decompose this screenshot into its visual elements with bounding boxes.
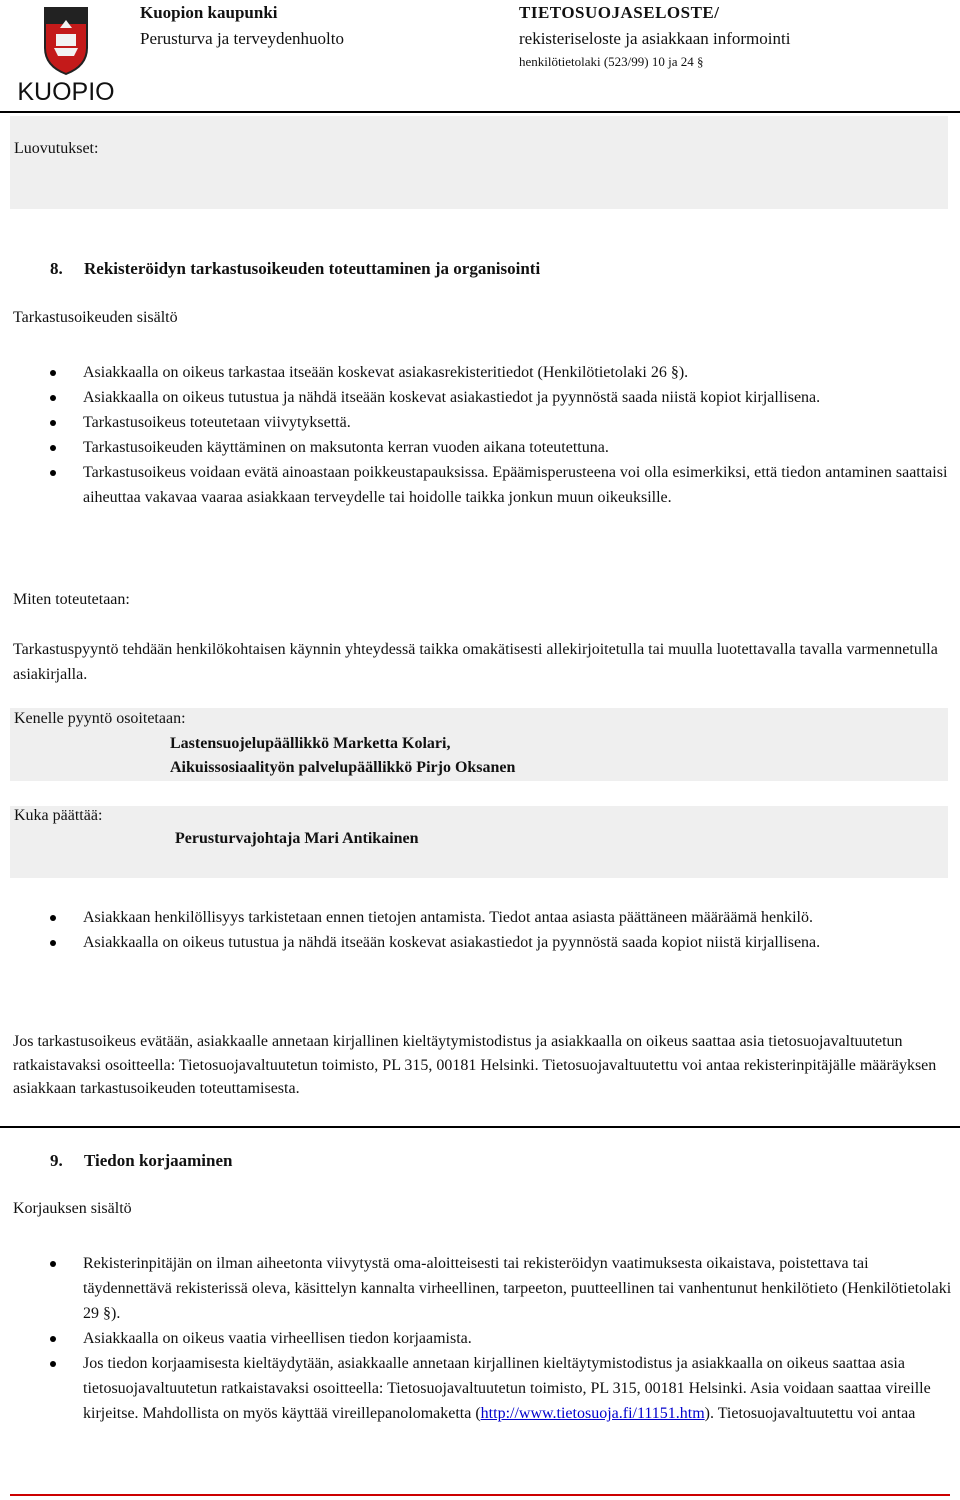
list-item: Asiakkaalla on oikeus tutustua ja nähdä itseään koskevat asiakastiedot ja pyynnöstä saada niistä kopiot kirjallisena. bbox=[10, 385, 955, 410]
list-item-text: Jos tiedon korjaamisesta kieltäydytään, asiakkaalle annetaan kirjallinen kieltäytymistodistus ja asiakkaalla on oikeus saattaa asia tietosuojavaltuutetun ratkaistavaksi osoitteella: Tietosuojavaltuutetun toimisto, PL 315, 00181 Helsinki. Asia voidaan saattaa vireille kirjeitse. Mahdollista on myös käyttää vireillepanolomaketta ( bbox=[83, 1355, 931, 1422]
list-item: Tarkastusoikeus voidaan evätä ainoastaan poikkeustapauksissa. Epäämisperusteena voi olla esimerkiksi, että tiedon antaminen saattaisi aiheuttaa vakavaa vaaraa asiakkaan terveydelle tai hoidolle taikka jonkun muun oikeuksille. bbox=[10, 460, 955, 510]
section-9-number: 9. bbox=[50, 1151, 63, 1170]
section-8-number: 8. bbox=[50, 259, 63, 278]
list-item bbox=[10, 1351, 955, 1426]
luovutukset-label: Luovutukset: bbox=[14, 140, 99, 157]
section-8-heading bbox=[50, 259, 540, 279]
org-name: Kuopion kaupunki bbox=[140, 3, 278, 22]
kenelle-name-1: Lastensuojelupäällikkö Marketta Kolari, bbox=[170, 735, 451, 752]
list-item: Tarkastusoikeus toteutetaan viivytyksettä. bbox=[10, 410, 955, 435]
luovutukset-box bbox=[10, 116, 948, 209]
miten-text: Tarkastuspyyntö tehdään henkilökohtaisen käynnin yhteydessä taikka omakätisesti allekirjoitetulla tai muulla luotettavalla tavalla varmennetulla asiakirjalla. bbox=[13, 641, 938, 683]
section-9-subtitle: Korjauksen sisältö bbox=[13, 1200, 132, 1217]
list-item-text: ). Tietosuojavaltuutettu voi antaa bbox=[704, 1405, 916, 1422]
kuka-box bbox=[10, 806, 948, 878]
header-divider bbox=[0, 111, 960, 113]
section-9-title: Tiedon korjaaminen bbox=[84, 1151, 233, 1170]
miten-label: Miten toteutetaan: bbox=[13, 591, 130, 608]
list-item: Tarkastusoikeuden käyttäminen on maksutonta kerran vuoden aikana toteutettuna. bbox=[10, 435, 955, 460]
section-divider bbox=[0, 1126, 960, 1128]
kenelle-name-2: Aikuissosiaalityön palvelupäällikkö Pirjo Oksanen bbox=[170, 759, 516, 776]
kuka-label: Kuka päättää: bbox=[14, 807, 103, 824]
kenelle-label: Kenelle pyyntö osoitetaan: bbox=[14, 710, 186, 727]
section-8-title: Rekisteröidyn tarkastusoikeuden toteuttaminen ja organisointi bbox=[84, 259, 541, 278]
doc-law-reference: henkilötietolaki (523/99) 10 ja 24 § bbox=[519, 54, 704, 69]
identity-list bbox=[10, 905, 955, 955]
closing-paragraph: Jos tarkastusoikeus evätään, asiakkaalle annetaan kirjallinen kieltäytymistodistus ja asiakkaalla on oikeus saattaa asia tietosuojavaltuutetun ratkaistavaksi osoitteella: Tietosuojavaltuutetun toimisto, PL 315, 00181 Helsinki. Tietosuojavaltuutettu voi antaa rekisterinpitäjälle määräyksen asiakkaan tarkastusoikeuden toteuttamisesta. bbox=[13, 1033, 937, 1097]
footer-line bbox=[10, 1494, 950, 1496]
list-item: Asiakkaalla on oikeus tarkastaa itseään koskevat asiakasrekisteritiedot (Henkilötietolaki 26 §). bbox=[10, 360, 955, 385]
list-item: Asiakkaalla on oikeus tutustua ja nähdä itseään koskevat asiakastiedot ja pyynnöstä saada kopiot niistä kirjallisena. bbox=[10, 930, 955, 955]
org-unit: Perusturva ja terveydenhuolto bbox=[140, 29, 344, 48]
section-9-heading bbox=[50, 1151, 232, 1171]
kuka-name: Perusturvajohtaja Mari Antikainen bbox=[175, 830, 419, 847]
list-item: Rekisterinpitäjän on ilman aiheetonta viivytystä oma-aloitteisesti tai rekisteröidyn vaatimuksesta oikaistava, poistettava tai täydennettävä rekisterissä oleva, käsittelyn kannalta virheellinen, tarpeeton, puutteellinen tai vanhentunut henkilötieto (Henkilötietolaki 29 §). bbox=[10, 1251, 955, 1326]
svg-text:KUOPIO: KUOPIO bbox=[17, 78, 115, 104]
doc-subtitle: rekisteriseloste ja asiakkaan informointi bbox=[519, 29, 791, 48]
doc-title: TIETOSUOJASELOSTE/ bbox=[519, 3, 720, 22]
tietosuoja-link[interactable]: http://www.tietosuoja.fi/11151.htm bbox=[480, 1405, 705, 1422]
tarkastusoikeus-list bbox=[10, 360, 955, 510]
section-8-subtitle: Tarkastusoikeuden sisältö bbox=[13, 309, 178, 326]
list-item: Asiakkaalla on oikeus vaatia virheellisen tiedon korjaamista. bbox=[10, 1326, 955, 1351]
list-item: Asiakkaan henkilöllisyys tarkistetaan ennen tietojen antamista. Tiedot antaa asiasta päättäneen määräämä henkilö. bbox=[10, 905, 955, 930]
kuopio-logo bbox=[14, 4, 118, 104]
korjaus-list bbox=[10, 1251, 955, 1426]
